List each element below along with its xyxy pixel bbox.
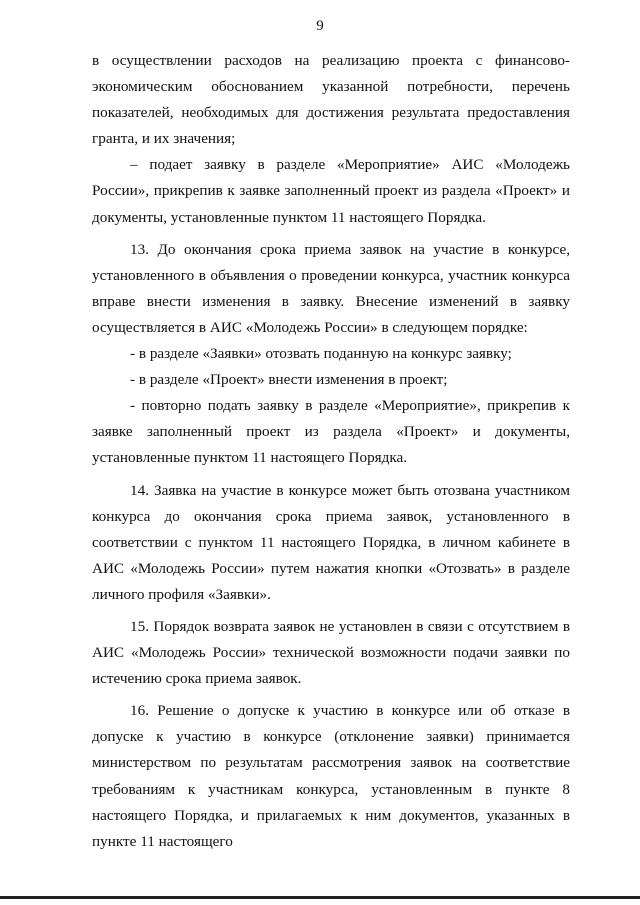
- page-number: 9: [316, 18, 324, 34]
- paragraph-15: 15. Порядок возврата заявок не установлен в связи с отсутствием в АИС «Молодежь России» технической возможности подачи заявки по истечению срока приема заявок.: [92, 617, 570, 688]
- list-item-resubmit: - повторно подать заявку в разделе «Мероприятие», прикрепив к заявке заполненный проект из раздела «Проект» и документы, установленные пунктом 11 настоящего Порядка.: [92, 397, 570, 467]
- paragraph-14: 14. Заявка на участие в конкурсе может быть отозвана участником конкурса до окончания срока приема заявок, установленного в соответствии с пунктом 11 настоящего Порядка, в личном кабинете в АИС «Молодежь России» путем нажатия кнопки «Отозвать» в разделе личного профиля «Заявки».: [92, 481, 570, 603]
- document-body: [92, 48, 570, 855]
- paragraph-16: 16. Решение о допуске к участию в конкурсе или об отказе в допуске к участию в конкурсе (отклонение заявки) принимается министерством по результатам рассмотрения заявок на соответствие требованиям к участникам конкурса, установленным в пункте 8 настоящего Порядка, и прилагаемых к ним документов, указанных в пункте 11 настоящего: [92, 702, 570, 850]
- list-item-edit-project: - в разделе «Проект» внести изменения в проект;: [130, 371, 448, 389]
- paragraph-13: 13. До окончания срока приема заявок на участие в конкурсе, установленного в объявления о проведении конкурса, участник конкурса вправе внести изменения в заявку. Внесение изменений в заявку осуществляется в АИС «Молодежь России» в следующем порядке:: [92, 240, 570, 336]
- paragraph-submit-application: – подает заявку в разделе «Мероприятие» АИС «Молодежь России», прикрепив к заявке заполненный проект из раздела «Проект» и документы, установленные пунктом 11 настоящего Порядка.: [92, 156, 570, 226]
- paragraph-continuation: в осуществлении расходов на реализацию проекта с финансово-экономическим обоснованием указанной потребности, перечень показателей, необходимых для достижения результата предоставления гранта, и их значения;: [92, 52, 570, 148]
- list-item-withdraw: - в разделе «Заявки» отозвать поданную на конкурс заявку;: [130, 345, 512, 363]
- bottom-rule: [0, 896, 640, 899]
